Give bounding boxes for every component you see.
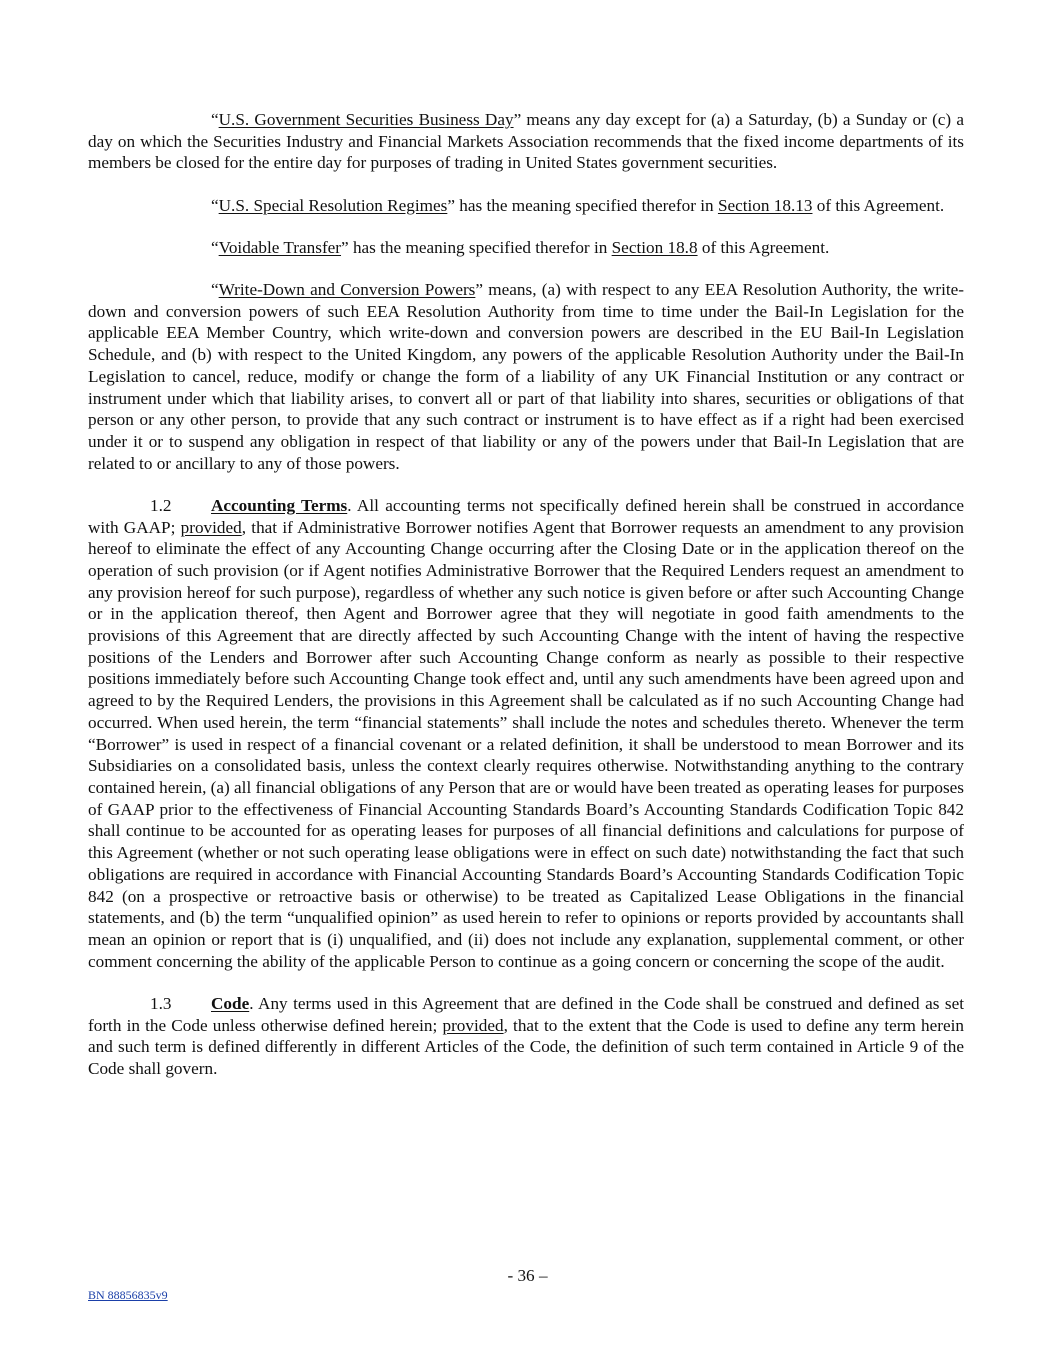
defined-term: U.S. Government Securities Business Day	[218, 110, 514, 129]
defined-term: Write-Down and Conversion Powers	[218, 280, 476, 300]
section-text: , that to the extent that the Code is used to define any term herein and such term is defined differently in different Articles of the Code, the definition of such term contained in Article 9 of the Code shall govern.	[88, 1015, 964, 1078]
definition-text: ” means any day except for (a) a Saturday, (b) a Sunday or (c) a day on which the Securities Industry and Financial Markets Association recommends that the fixed income departments of its members be closed for the entire day for purposes of trading in United States government securities.	[88, 110, 965, 173]
section-lead: . All accounting terms not specifically defined herein shall be construed in accordance with GAAP;	[88, 495, 964, 537]
definition-text: ” means, (a) with respect to any EEA Resolution Authority, the write-down and conversion powers of such EEA Resolution Authority from time to time under the Bail-In Legislation for the applicable EEA Member Country, which write-down and conversion powers are described in the EU Bail-In Legislation Schedule, and (b) with respect to the United Kingdom, any powers of the applicable Resolution Authority under the Bail-In Legislation to cancel, reduce, modify or change the form of a liability of any UK Financial Institution or any contract or instrument under which that liability arises, to convert all or part of that liability into shares, securities or obligations of that person or any other person, to provide that any such contract or instrument is to have effect as if a right had been exercised under it or to suspend any obligation in respect of that liability or any of the powers under that Bail-In Legislation that are related to or ancillary to any of those powers.	[88, 280, 964, 473]
definition-text-end: of this Agreement.	[812, 195, 945, 215]
definition-text: ” has the meaning specified therefor in	[447, 195, 718, 215]
section-reference: Section 18.13	[717, 195, 813, 215]
open-quote: “	[211, 280, 219, 300]
section-number: 1.3	[150, 993, 172, 1013]
section-heading: Code	[211, 993, 250, 1013]
definition-write-down-and-conversion-powers	[88, 279, 964, 474]
section-lead: . Any terms used in this Agreement that are defined in the Code shall be construed and defined as set forth in the Code unless otherwise defined herein;	[88, 993, 964, 1035]
section-number: 1.2	[150, 495, 172, 515]
section-reference: Section 18.8	[611, 237, 698, 257]
definition-text: ” has the meaning specified therefor in	[341, 237, 612, 257]
defined-term: Voidable Transfer	[218, 237, 342, 257]
section-text: , that if Administrative Borrower notifies Agent that Borrower requests an amendment to any provision hereof to eliminate the effect of any Accounting Change occurring after the Closing Date or in the application thereof on the operation of such provision (or if Agent notifies Administrative Borrower that the Required Lenders request an amendment to any provision hereof for such purpose), regardless of whether any such notice is given before or after such Accounting Change or in the application thereof, then Agent and Borrower agree that they will negotiate in good faith amendments to the provisions of this Agreement that are directly affected by such Accounting Change with the intent of having the respective positions of the Lenders and Borrower after such Accounting Change conform as nearly as possible to their respective positions immediately before such Accounting Change took effect and, until any such amendments have been agreed upon and agreed to by the Required Lenders, the provisions in this Agreement shall be calculated as if no such Accounting Change had occurred. When used herein, the term “financial statements” shall include the notes and schedules thereto. Whenever the term “Borrower” is used in respect of a financial covenant or a related definition, it shall be understood to mean Borrower and its Subsidiaries on a consolidated basis, unless the context clearly requires otherwise. Notwithstanding anything to the contrary contained herein, (a) all financial obligations of any Person that are or would have been treated as operating leases for purposes of GAAP prior to the effectiveness of Financial Accounting Standards Board’s Accounting Standards Codification Topic 842 shall continue to be accounted for as operating leases for purposes of all financial definitions and calculations for purpose of this Agreement (whether or not such operating lease obligations were in effect on such date) notwithstanding the fact that such obligations are required in accordance with Financial Accounting Standards Board’s Accounting Standards Codification Topic 842 (on a prospective or retroactive basis or otherwise) to be treated as Capitalized Lease Obligations in the financial statements, and (b) the term “unqualified opinion” as used herein to refer to opinions or reports provided by accountants shall mean an opinion or report that is (i) unqualified, and (ii) does not include any explanation, supplemental comment, or other comment concerning the ability of the applicable Person to continue as a going concern or concerning the scope of the audit.	[88, 517, 964, 971]
section-heading: Accounting Terms	[211, 495, 348, 515]
defined-term: U.S. Special Resolution Regimes	[218, 195, 448, 215]
document-id-link[interactable]: BN 88856835v9	[88, 1288, 168, 1302]
open-quote: “	[211, 110, 219, 129]
provided-term: provided	[180, 517, 242, 537]
page-number: - 36 –	[507, 1266, 548, 1285]
provided-term: provided	[442, 1015, 504, 1035]
definition-text-end: of this Agreement.	[697, 237, 830, 257]
definition-voidable-transfer	[88, 237, 964, 259]
section-1-2-accounting-terms	[88, 495, 964, 972]
definition-us-government-securities-business-day	[88, 109, 964, 174]
document-page	[88, 109, 964, 1100]
open-quote: “	[211, 237, 219, 257]
open-quote: “	[211, 195, 219, 215]
section-1-3-code	[88, 993, 964, 1080]
definition-us-special-resolution-regimes	[88, 195, 964, 217]
